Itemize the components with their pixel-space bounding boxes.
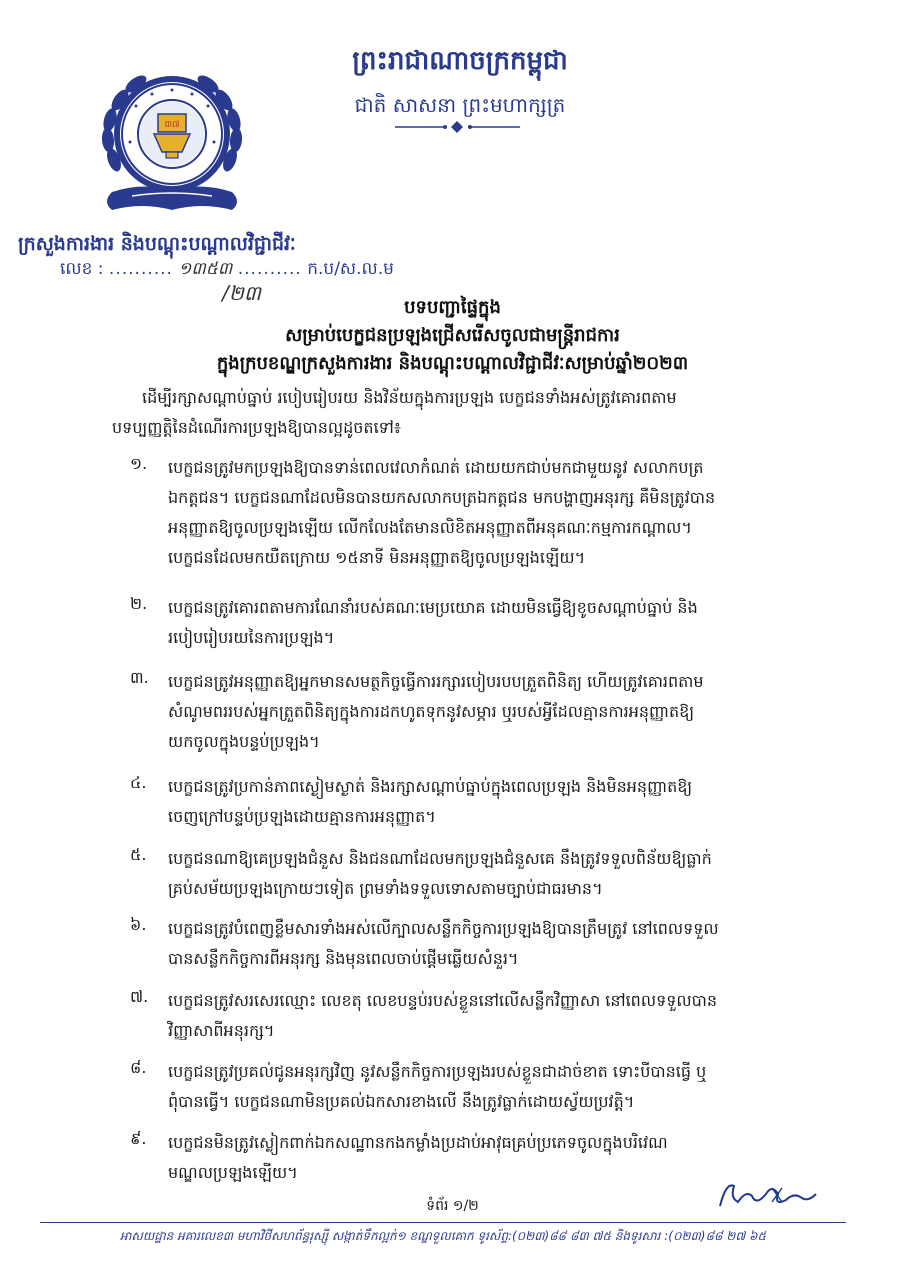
national-motto: ជាតិ សាសនា ព្រះមហាក្សត្រ bbox=[354, 93, 566, 117]
rule-line: បេក្ខជនណាឱ្យគេប្រឡងជំនួស និងជនណាដែលមកប្រឡងជំនួសគេ នឹងត្រូវទទួលពិន័យឱ្យធ្លាក់ bbox=[168, 849, 712, 868]
rule-line: បេក្ខជនត្រូវបំពេញខ្លឹមសារទាំងអស់លើក្បាលសន្លឹកកិច្ចការប្រឡងឱ្យបានត្រឹមត្រូវ នៅពេលទទួល bbox=[168, 919, 719, 938]
rule-number: ៤. bbox=[130, 773, 147, 792]
page-number: ទំព័រ ១/២ bbox=[426, 1198, 479, 1214]
rule-line: បេក្ខជនមិនត្រូវស្លៀកពាក់ឯកសណ្ឋានកងកម្លាំងប្រដាប់អាវុធគ្រប់ប្រភេទចូលក្នុងបរិវេណ bbox=[168, 1133, 668, 1152]
rule-line: គ្រប់សម័យប្រឡងក្រោយៗទៀត ព្រមទាំងទទួលទោសតាមច្បាប់ជាធរមាន។ bbox=[168, 879, 603, 898]
rule-line: យកចូលក្នុងបន្ទប់ប្រឡង។ bbox=[168, 732, 320, 751]
ref-dots: .......... bbox=[108, 259, 173, 279]
ministry-name: ក្រសួងការងារ និងបណ្តុះបណ្តាលវិជ្ជាជីវៈ bbox=[18, 233, 296, 255]
rule-line: អនុញ្ញាតឱ្យចូលប្រឡងឡើយ លើកលែងតែមានលិខិតអនុញ្ញាតពីអនុគណៈកម្មការកណ្តាល។ bbox=[168, 518, 692, 537]
intro-line: ដើម្បីរក្សាសណ្តាប់ធ្នាប់ របៀបរៀបរយ និងវិន័យក្នុងការប្រឡង បេក្ខជនទាំងអស់ត្រូវគោរពតាម bbox=[142, 388, 677, 407]
rule-text bbox=[168, 986, 858, 1046]
ref-dots: .......... bbox=[237, 259, 302, 279]
rule-line: បេក្ខជនត្រូវមកប្រឡងឱ្យបានទាន់ពេលវេលាកំណត់ ដោយយកជាប់មកជាមួយនូវ សលាកបត្រ bbox=[168, 458, 704, 477]
rule-line: របៀបរៀបរយនៃការប្រឡង។ bbox=[168, 628, 335, 647]
rule-line: មណ្ឌលប្រឡងឡើយ។ bbox=[168, 1163, 298, 1182]
document-title: បទបញ្ជាផ្ទៃក្នុង bbox=[404, 297, 501, 318]
rule-line: ពុំបានធ្វើ។ បេក្ខជនណាមិនប្រគល់ឯកសារខាងលើ នឹងត្រូវធ្លាក់ដោយស្វ័យប្រវត្តិ។ bbox=[168, 1092, 635, 1111]
rule-number: ៩. bbox=[130, 1129, 147, 1148]
rule-line: បេក្ខជនត្រូវប្រគល់ជូនអនុរក្សវិញ នូវសន្លឹកកិច្ចការប្រឡងរបស់ខ្លួនជាដាច់ខាត ទោះបីបានធ្វើ ឬ bbox=[168, 1062, 707, 1081]
svg-text:៣៧: ៣៧ bbox=[164, 120, 180, 130]
ref-prefix: លេខ : bbox=[60, 259, 104, 279]
rule-text bbox=[168, 1057, 858, 1117]
rule-text bbox=[168, 593, 858, 653]
document-subtitle: សម្រាប់បេក្ខជនប្រឡងជ្រើសរើសចូលជាមន្ត្រីរាជការ bbox=[285, 325, 620, 346]
rule-line: បេក្ខជនដែលមកយឺតក្រោយ ១៥នាទី មិនអនុញ្ញាតឱ្យចូលប្រឡងឡើយ។ bbox=[168, 548, 586, 567]
ref-number-handwritten: ១៣៥៣ bbox=[178, 259, 233, 279]
intro-paragraph bbox=[112, 383, 842, 443]
divider-ornament bbox=[395, 120, 520, 134]
footer-divider bbox=[40, 1222, 846, 1223]
ref-suffix: ក.ប/ស.ល.ម bbox=[307, 259, 394, 279]
rule-number: ៧. bbox=[130, 987, 149, 1006]
ministry-logo bbox=[92, 62, 252, 230]
rule-text bbox=[168, 772, 858, 832]
document-subtitle-2: ក្នុងក្របខណ្ឌក្រសួងការងារ និងបណ្តុះបណ្តាលវិជ្ជាជីវៈសម្រាប់ឆ្នាំ២០២៣ bbox=[216, 353, 689, 374]
rule-text bbox=[168, 844, 858, 904]
rule-text bbox=[168, 453, 858, 573]
rule-line: បេក្ខជនត្រូវប្រកាន់ភាពស្ងៀមស្ងាត់ និងរក្សាសណ្តាប់ធ្នាប់ក្នុងពេលប្រឡង និងមិនអនុញ្ញាតឱ្យ bbox=[168, 777, 693, 796]
rule-line: ចេញក្រៅបន្ទប់ប្រឡងដោយគ្មានការអនុញ្ញាត។ bbox=[168, 807, 436, 826]
rule-line: បេក្ខជនត្រូវគោរពតាមការណែនាំរបស់គណៈមេប្រយោគ ដោយមិនធ្វើឱ្យខូចសណ្តាប់ធ្នាប់ និង bbox=[168, 598, 698, 617]
kingdom-title: ព្រះរាជាណាចក្រកម្ពុជា bbox=[352, 46, 568, 76]
rule-number: ១. bbox=[130, 454, 148, 473]
rule-number: ៥. bbox=[130, 845, 147, 864]
rule-text bbox=[168, 914, 858, 974]
rule-text bbox=[168, 667, 858, 757]
rule-number: ៦. bbox=[130, 915, 147, 934]
rule-line: សំណូមពររបស់អ្នកត្រួតពិនិត្យក្នុងការដកហូតទុកនូវសម្ភារ ឬរបស់អ្វីដែលគ្មានការអនុញ្ញាតឱ្យ bbox=[168, 702, 695, 721]
rule-number: ២. bbox=[130, 594, 148, 613]
rule-line: បេក្ខជនត្រូវអនុញ្ញាតឱ្យអ្នកមានសមត្ថកិច្ចធ្វើការរក្សារបៀបរបបត្រួតពិនិត្យ ហើយត្រូវគោរពតាម bbox=[168, 672, 704, 691]
rule-line: ឯកត្តជន។ បេក្ខជនណាដែលមិនបានយកសលាកបត្រឯកត្តជន មកបង្ហាញអនុរក្ស គឺមិនត្រូវបាន bbox=[168, 488, 716, 507]
initials-signature bbox=[712, 1176, 822, 1216]
rule-line: បេក្ខជនត្រូវសរសេរឈ្មោះ លេខតុ លេខបន្ទប់របស់ខ្លួននៅលើសន្លឹកវិញ្ញាសា នៅពេលទទួលបាន bbox=[168, 991, 718, 1010]
ref-year-handwritten: /២៣ bbox=[222, 281, 261, 305]
rule-number: ៣. bbox=[130, 668, 149, 687]
rule-line: បានសន្លឹកកិច្ចការពីអនុរក្ស និងមុនពេលចាប់ផ្តើមឆ្លើយសំនួរ។ bbox=[168, 949, 519, 968]
rule-line: វិញ្ញាសាពីអនុរក្ស។ bbox=[168, 1021, 275, 1040]
intro-line: បទប្បញ្ញត្តិនៃដំណើរការប្រឡងឱ្យបានល្អដូចតទៅ៖ bbox=[112, 418, 401, 437]
rule-number: ៨. bbox=[130, 1058, 147, 1077]
footer-address: អាសយដ្ឋាន អគារលេខ៣ មហាវិថីសហព័ន្ធរុស្ស៊ី សង្កាត់ទឹកល្អក់១ ខណ្ឌទួលគោក ទូរស័ព្ទ:(០២៣)៨៨ ៨៣ ៧៥ និងទូរសារ :(០២៣)៨៨ ២៧ ៦៥ bbox=[119, 1229, 767, 1243]
